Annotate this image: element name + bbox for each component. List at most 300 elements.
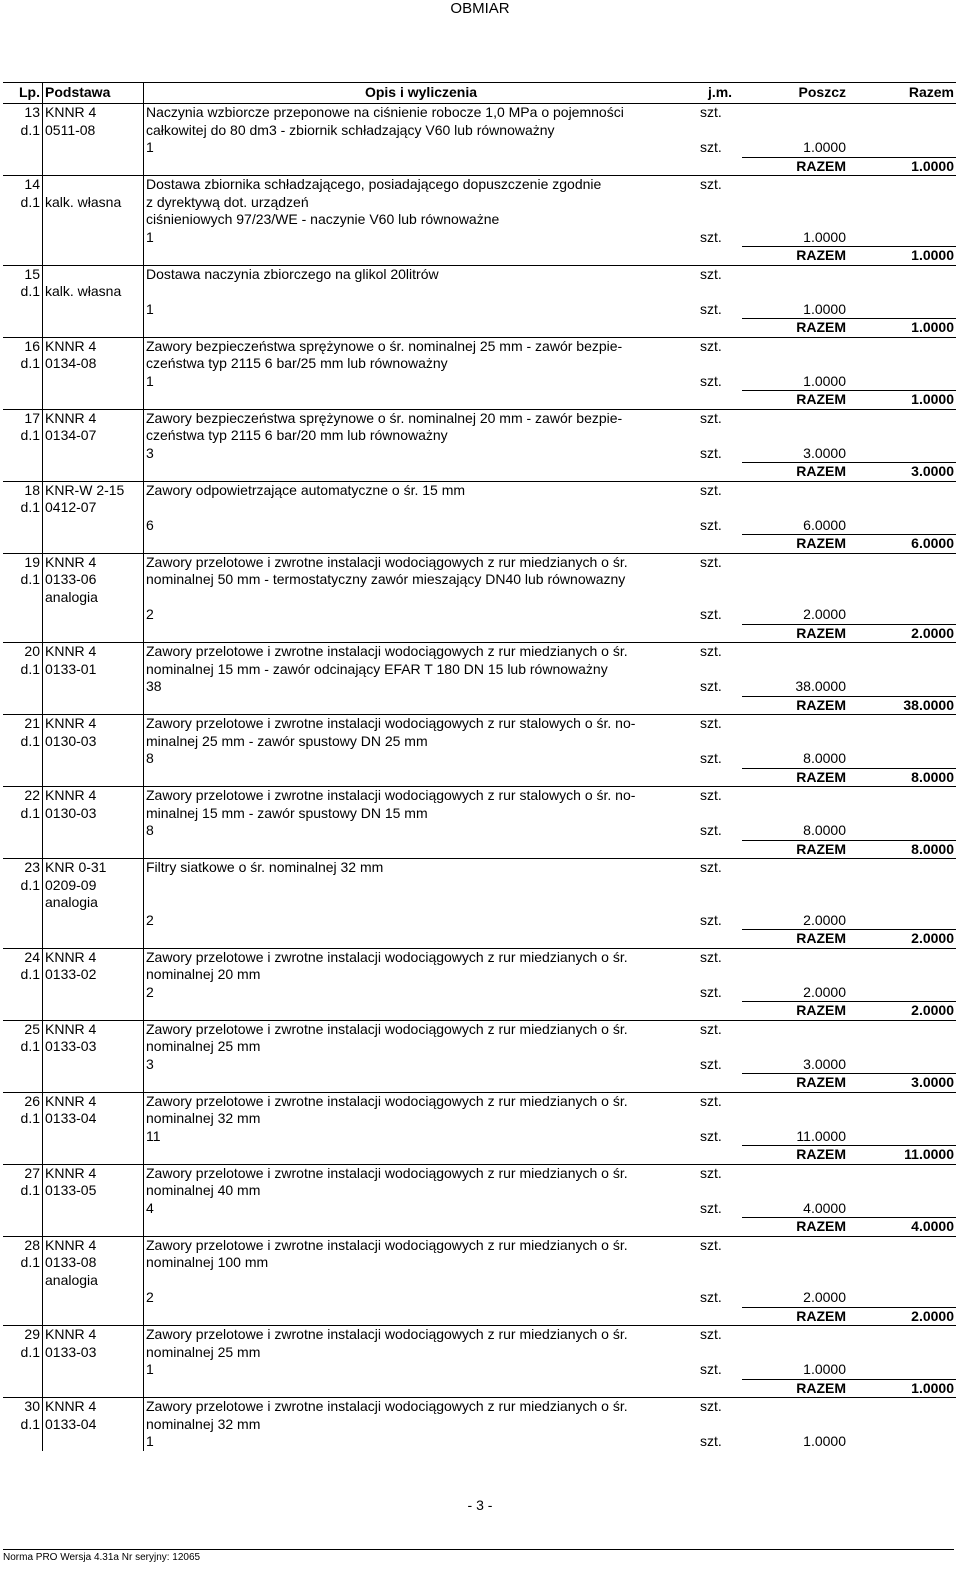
item-spacer <box>848 822 956 840</box>
razem-label: RAZEM <box>742 840 848 859</box>
razem-row <box>3 930 956 949</box>
item-spacer <box>144 1002 699 1021</box>
item-description: Zawory przelotowe i zwrotne instalacji wodociągowych z rur miedzianych o śr. <box>144 1020 699 1038</box>
item-description: Zawory bezpieczeństwa sprężynowe o śr. nominalnej 25 mm - zawór bezpie- <box>144 337 699 355</box>
table-row <box>3 733 956 751</box>
item-base: analogia <box>43 1272 144 1290</box>
item-unit: szt. <box>700 983 722 1000</box>
item-subnumber: d.1 <box>3 122 43 140</box>
table-row <box>3 1416 956 1434</box>
item-unit: szt. <box>698 1164 742 1182</box>
item-base: analogia <box>43 589 144 607</box>
razem-value: 2.0000 <box>848 1002 956 1021</box>
quantity-row <box>3 822 956 840</box>
item-unit: szt. <box>700 300 722 317</box>
razem-row <box>3 1074 956 1093</box>
item-spacer <box>742 409 848 427</box>
item-unit: szt. <box>700 516 722 533</box>
razem-value: 38.0000 <box>848 696 956 715</box>
item-base: kalk. własna <box>43 283 144 301</box>
item-description: nominalnej 15 mm - zawór odcinający EFAR T 180 DN 15 lub równoważny <box>146 660 608 677</box>
item-spacer <box>742 1110 848 1128</box>
item-spacer <box>144 535 699 554</box>
item-description: nominalnej 25 mm <box>146 1343 261 1360</box>
item-description: nominalnej 20 mm <box>146 966 261 982</box>
item-spacer <box>3 606 43 624</box>
item-base: 0134-08 <box>43 355 144 373</box>
item-spacer <box>848 1092 956 1110</box>
item-spacer <box>742 643 848 661</box>
item-spacer <box>848 948 956 966</box>
item-spacer <box>3 157 43 176</box>
item-description: Zawory przelotowe i zwrotne instalacji wodociągowych z rur miedzianych o śr. <box>144 1164 699 1182</box>
item-base: KNNR 4 <box>43 1164 144 1182</box>
item-subnumber: d.1 <box>3 355 43 373</box>
item-unit <box>698 427 742 445</box>
item-position-value: 1.0000 <box>803 1361 846 1377</box>
item-spacer <box>848 1200 956 1218</box>
item-base: 0133-04 <box>43 1110 144 1128</box>
item-unit <box>698 1254 742 1272</box>
item-spacer <box>848 265 956 283</box>
item-description: Zawory przelotowe i zwrotne instalacji wodociągowych z rur miedzianych o śr. <box>144 948 699 966</box>
item-number: 25 <box>3 1020 43 1038</box>
item-spacer <box>3 247 43 266</box>
item-description: Zawory przelotowe i zwrotne instalacji wodociągowych z rur miedzianych o śr. <box>144 553 699 571</box>
item-spacer <box>848 1326 956 1344</box>
razem-row <box>3 1002 956 1021</box>
item-description: nominalnej 25 mm <box>146 1038 261 1054</box>
table-row <box>3 1182 956 1200</box>
item-spacer <box>3 930 43 949</box>
item-spacer <box>3 1289 43 1307</box>
razem-row <box>3 463 956 482</box>
item-description: Dostawa zbiornika schładzającego, posiadającego dopuszczenie zgodnie <box>144 176 699 194</box>
item-quantity: 4 <box>146 1199 154 1216</box>
razem-row <box>3 157 956 176</box>
item-description: czeństwa typ 2115 6 bar/20 mm lub równoważny <box>146 427 448 443</box>
item-spacer <box>43 1379 144 1398</box>
item-spacer <box>848 661 956 679</box>
item-spacer <box>3 1128 43 1146</box>
table-row <box>3 1398 956 1416</box>
item-unit: szt. <box>698 859 742 877</box>
item-spacer <box>43 1002 144 1021</box>
item-spacer <box>3 301 43 319</box>
item-spacer <box>3 1056 43 1074</box>
item-spacer <box>144 319 699 338</box>
item-spacer <box>742 1020 848 1038</box>
item-spacer <box>43 606 144 624</box>
item-spacer <box>742 1164 848 1182</box>
razem-row <box>3 624 956 643</box>
item-spacer <box>848 445 956 463</box>
item-base: KNNR 4 <box>43 409 144 427</box>
item-spacer <box>144 1074 699 1093</box>
item-spacer <box>848 283 956 301</box>
item-subnumber: d.1 <box>3 661 43 679</box>
item-spacer <box>848 139 956 157</box>
item-spacer <box>3 229 43 247</box>
item-spacer <box>848 805 956 823</box>
item-spacer <box>43 517 144 535</box>
item-description <box>144 894 699 912</box>
table-row <box>3 643 956 661</box>
item-spacer <box>43 822 144 840</box>
razem-value: 1.0000 <box>848 319 956 338</box>
item-subnumber: d.1 <box>3 499 43 517</box>
item-description <box>144 877 699 895</box>
item-position-value: 8.0000 <box>803 750 846 766</box>
table-row <box>3 1326 956 1344</box>
item-spacer <box>848 1416 956 1434</box>
table-row <box>3 337 956 355</box>
item-quantity: 1 <box>146 139 154 155</box>
item-quantity: 8 <box>146 822 154 838</box>
item-spacer <box>848 1289 956 1307</box>
item-spacer <box>742 894 848 912</box>
item-subnumber: d.1 <box>3 877 43 895</box>
item-spacer <box>742 1092 848 1110</box>
item-quantity: 1 <box>146 1433 154 1449</box>
item-spacer <box>742 553 848 571</box>
item-spacer <box>742 265 848 283</box>
item-spacer <box>43 319 144 338</box>
item-spacer <box>144 157 699 176</box>
item-spacer <box>3 517 43 535</box>
item-quantity: 38 <box>146 678 162 694</box>
item-spacer <box>848 715 956 733</box>
item-spacer <box>698 1218 742 1237</box>
header-pos: Poszcz <box>742 83 848 104</box>
item-spacer <box>848 571 956 589</box>
item-unit: szt. <box>700 1361 722 1377</box>
razem-label: RAZEM <box>742 535 848 554</box>
item-position-value: 1.0000 <box>803 139 846 155</box>
item-description: Zawory przelotowe i zwrotne instalacji wodociągowych z rur miedzianych o śr. <box>144 1398 699 1416</box>
item-base: KNNR 4 <box>43 1092 144 1110</box>
item-spacer <box>742 481 848 499</box>
item-number: 14 <box>3 176 43 194</box>
item-position-value: 4.0000 <box>803 1199 846 1216</box>
header-jm: j.m. <box>698 83 742 104</box>
item-spacer <box>144 1146 699 1165</box>
item-subnumber: d.1 <box>3 1182 43 1200</box>
item-spacer <box>3 1307 43 1326</box>
item-base: 0133-05 <box>43 1182 144 1200</box>
item-spacer <box>742 948 848 966</box>
item-spacer <box>848 176 956 194</box>
item-spacer <box>698 1146 742 1165</box>
item-spacer <box>848 1182 956 1200</box>
item-subnumber: d.1 <box>3 805 43 823</box>
item-number: 19 <box>3 553 43 571</box>
item-base: 0133-03 <box>43 1038 144 1056</box>
table-row <box>3 1344 956 1362</box>
razem-value: 3.0000 <box>848 463 956 482</box>
table-row <box>3 948 956 966</box>
item-unit: szt. <box>700 1199 722 1216</box>
item-subnumber: d.1 <box>3 1038 43 1056</box>
razem-row <box>3 696 956 715</box>
item-description: ciśnieniowych 97/23/WE - naczynie V60 lub równoważne <box>146 211 500 227</box>
item-spacer <box>144 840 699 859</box>
item-quantity: 2 <box>146 606 154 622</box>
item-description: Naczynia wzbiorcze przeponowe na ciśnienie robocze 1,0 MPa o pojemności <box>144 104 699 122</box>
item-spacer <box>848 606 956 624</box>
item-unit <box>698 1272 742 1290</box>
razem-label: RAZEM <box>742 157 848 176</box>
item-spacer <box>43 1128 144 1146</box>
item-spacer <box>742 337 848 355</box>
item-base: 0133-02 <box>43 966 144 984</box>
item-spacer <box>848 1433 956 1451</box>
item-spacer <box>848 1056 956 1074</box>
item-number: 30 <box>3 1398 43 1416</box>
item-number: 29 <box>3 1326 43 1344</box>
razem-label: RAZEM <box>742 1379 848 1398</box>
quantity-row <box>3 912 956 930</box>
item-description <box>144 499 699 517</box>
item-unit <box>698 355 742 373</box>
razem-value: 4.0000 <box>848 1218 956 1237</box>
item-base: KNNR 4 <box>43 948 144 966</box>
razem-value: 6.0000 <box>848 535 956 554</box>
item-spacer <box>742 1272 848 1290</box>
item-spacer <box>3 1218 43 1237</box>
item-number: 20 <box>3 643 43 661</box>
item-spacer <box>848 912 956 930</box>
item-unit: szt. <box>698 787 742 805</box>
quantity-row <box>3 1289 956 1307</box>
razem-row <box>3 1379 956 1398</box>
item-spacer <box>742 427 848 445</box>
item-spacer <box>3 1379 43 1398</box>
item-subnumber <box>3 589 43 607</box>
razem-row <box>3 1307 956 1326</box>
item-spacer <box>43 1146 144 1165</box>
quantity-row <box>3 606 956 624</box>
item-base: KNNR 4 <box>43 1020 144 1038</box>
item-spacer <box>144 463 699 482</box>
item-spacer <box>848 211 956 229</box>
item-spacer <box>698 319 742 338</box>
item-spacer <box>3 1361 43 1379</box>
item-quantity: 2 <box>146 1289 154 1305</box>
item-spacer <box>742 1398 848 1416</box>
item-position-value: 11.0000 <box>796 1127 846 1144</box>
item-description: nominalnej 50 mm - termostatyczny zawór mieszający DN40 lub równowazny <box>146 571 626 587</box>
item-unit <box>698 733 742 751</box>
item-spacer <box>848 499 956 517</box>
item-unit <box>698 966 742 984</box>
item-spacer <box>848 1272 956 1290</box>
item-spacer <box>848 877 956 895</box>
item-spacer <box>43 157 144 176</box>
item-unit <box>698 1182 742 1200</box>
item-unit <box>698 283 742 301</box>
item-position-value: 8.0000 <box>803 822 846 838</box>
table-row <box>3 265 956 283</box>
item-subnumber: d.1 <box>3 966 43 984</box>
item-spacer <box>742 194 848 212</box>
razem-value: 2.0000 <box>848 624 956 643</box>
item-unit: szt. <box>698 104 742 122</box>
item-spacer <box>43 1433 144 1451</box>
razem-value: 8.0000 <box>848 768 956 787</box>
table-body <box>3 104 956 1451</box>
table-row <box>3 1164 956 1182</box>
item-spacer <box>742 571 848 589</box>
table-row <box>3 481 956 499</box>
item-spacer <box>3 912 43 930</box>
table-header <box>3 83 956 104</box>
item-unit: szt. <box>700 1289 722 1305</box>
item-spacer <box>742 211 848 229</box>
table-row <box>3 715 956 733</box>
item-spacer <box>43 930 144 949</box>
item-spacer <box>698 696 742 715</box>
razem-value: 3.0000 <box>848 1074 956 1093</box>
item-spacer <box>144 768 699 787</box>
item-spacer <box>848 1164 956 1182</box>
item-description: Zawory przelotowe i zwrotne instalacji wodociągowych z rur miedzianych o śr. <box>144 1236 699 1254</box>
item-unit: szt. <box>700 139 722 155</box>
item-spacer <box>848 229 956 247</box>
item-unit: szt. <box>698 1236 742 1254</box>
item-quantity: 3 <box>146 1055 154 1072</box>
item-subnumber: d.1 <box>3 427 43 445</box>
item-quantity: 1 <box>146 372 154 389</box>
quantity-row <box>3 139 956 157</box>
item-description: Filtry siatkowe o śr. nominalnej 32 mm <box>144 859 699 877</box>
item-description: nominalnej 100 mm <box>146 1254 269 1270</box>
item-base: KNR 0-31 <box>43 859 144 877</box>
item-description: całkowitej do 80 dm3 - zbiornik schładzający V60 lub równoważny <box>146 121 555 138</box>
item-spacer <box>742 715 848 733</box>
razem-label: RAZEM <box>742 319 848 338</box>
item-quantity: 6 <box>146 516 154 533</box>
item-spacer <box>3 463 43 482</box>
item-spacer <box>3 696 43 715</box>
item-description <box>144 283 699 301</box>
item-unit <box>698 1416 742 1434</box>
razem-value: 1.0000 <box>848 247 956 266</box>
item-spacer <box>3 678 43 696</box>
item-quantity: 3 <box>146 444 154 461</box>
item-spacer <box>3 1002 43 1021</box>
razem-label: RAZEM <box>742 1146 848 1165</box>
item-base: KNNR 4 <box>43 787 144 805</box>
razem-label: RAZEM <box>742 930 848 949</box>
item-base <box>43 265 144 283</box>
item-unit <box>698 877 742 895</box>
item-base: kalk. własna <box>43 194 144 212</box>
item-spacer <box>742 499 848 517</box>
item-spacer <box>698 1074 742 1093</box>
item-spacer <box>742 877 848 895</box>
item-spacer <box>144 1218 699 1237</box>
item-position-value: 2.0000 <box>803 983 846 1000</box>
item-subnumber: d.1 <box>3 1254 43 1272</box>
item-spacer <box>43 247 144 266</box>
item-base: 0133-08 <box>43 1254 144 1272</box>
item-spacer <box>43 1307 144 1326</box>
header-razem: Razem <box>848 83 956 104</box>
item-quantity: 11 <box>146 1127 161 1144</box>
item-position-value: 2.0000 <box>803 1289 846 1305</box>
item-spacer <box>43 463 144 482</box>
item-spacer <box>742 104 848 122</box>
item-spacer <box>698 930 742 949</box>
razem-row <box>3 247 956 266</box>
item-unit: szt. <box>698 643 742 661</box>
item-spacer <box>742 787 848 805</box>
item-number: 21 <box>3 715 43 733</box>
razem-row <box>3 1218 956 1237</box>
item-unit: szt. <box>698 481 742 499</box>
item-number: 16 <box>3 337 43 355</box>
item-number: 17 <box>3 409 43 427</box>
header-base: Podstawa <box>43 83 144 104</box>
item-spacer <box>848 373 956 391</box>
item-unit: szt. <box>700 372 722 389</box>
item-spacer <box>3 624 43 643</box>
item-subnumber: d.1 <box>3 1344 43 1362</box>
item-base: 0511-08 <box>43 122 144 140</box>
item-position-value: 1.0000 <box>803 228 846 245</box>
item-spacer <box>43 1074 144 1093</box>
item-description: Zawory przelotowe i zwrotne instalacji wodociągowych z rur miedzianych o śr. <box>144 1092 699 1110</box>
item-position-value: 1.0000 <box>803 300 846 317</box>
item-unit: szt. <box>698 715 742 733</box>
item-subnumber <box>3 211 43 229</box>
item-spacer <box>698 463 742 482</box>
item-number: 13 <box>3 104 43 122</box>
razem-label: RAZEM <box>742 1002 848 1021</box>
item-spacer <box>848 859 956 877</box>
item-spacer <box>144 391 699 410</box>
item-spacer <box>3 1074 43 1093</box>
item-unit <box>698 589 742 607</box>
item-spacer <box>698 157 742 176</box>
table-row <box>3 355 956 373</box>
table-row <box>3 894 956 912</box>
item-spacer <box>698 1002 742 1021</box>
item-spacer <box>43 984 144 1002</box>
item-spacer <box>742 805 848 823</box>
item-spacer <box>3 750 43 768</box>
item-base: 0134-07 <box>43 427 144 445</box>
razem-label: RAZEM <box>742 463 848 482</box>
item-spacer <box>43 139 144 157</box>
razem-row <box>3 840 956 859</box>
item-spacer <box>848 984 956 1002</box>
item-spacer <box>43 301 144 319</box>
item-description: z dyrektywą dot. urządzeń <box>146 193 309 210</box>
item-spacer <box>848 553 956 571</box>
item-spacer <box>848 787 956 805</box>
table-row <box>3 499 956 517</box>
item-quantity: 8 <box>146 750 154 766</box>
razem-row <box>3 1146 956 1165</box>
item-unit: szt. <box>698 553 742 571</box>
item-spacer <box>43 373 144 391</box>
item-spacer <box>848 733 956 751</box>
item-spacer <box>43 445 144 463</box>
item-number: 15 <box>3 265 43 283</box>
table-row <box>3 589 956 607</box>
